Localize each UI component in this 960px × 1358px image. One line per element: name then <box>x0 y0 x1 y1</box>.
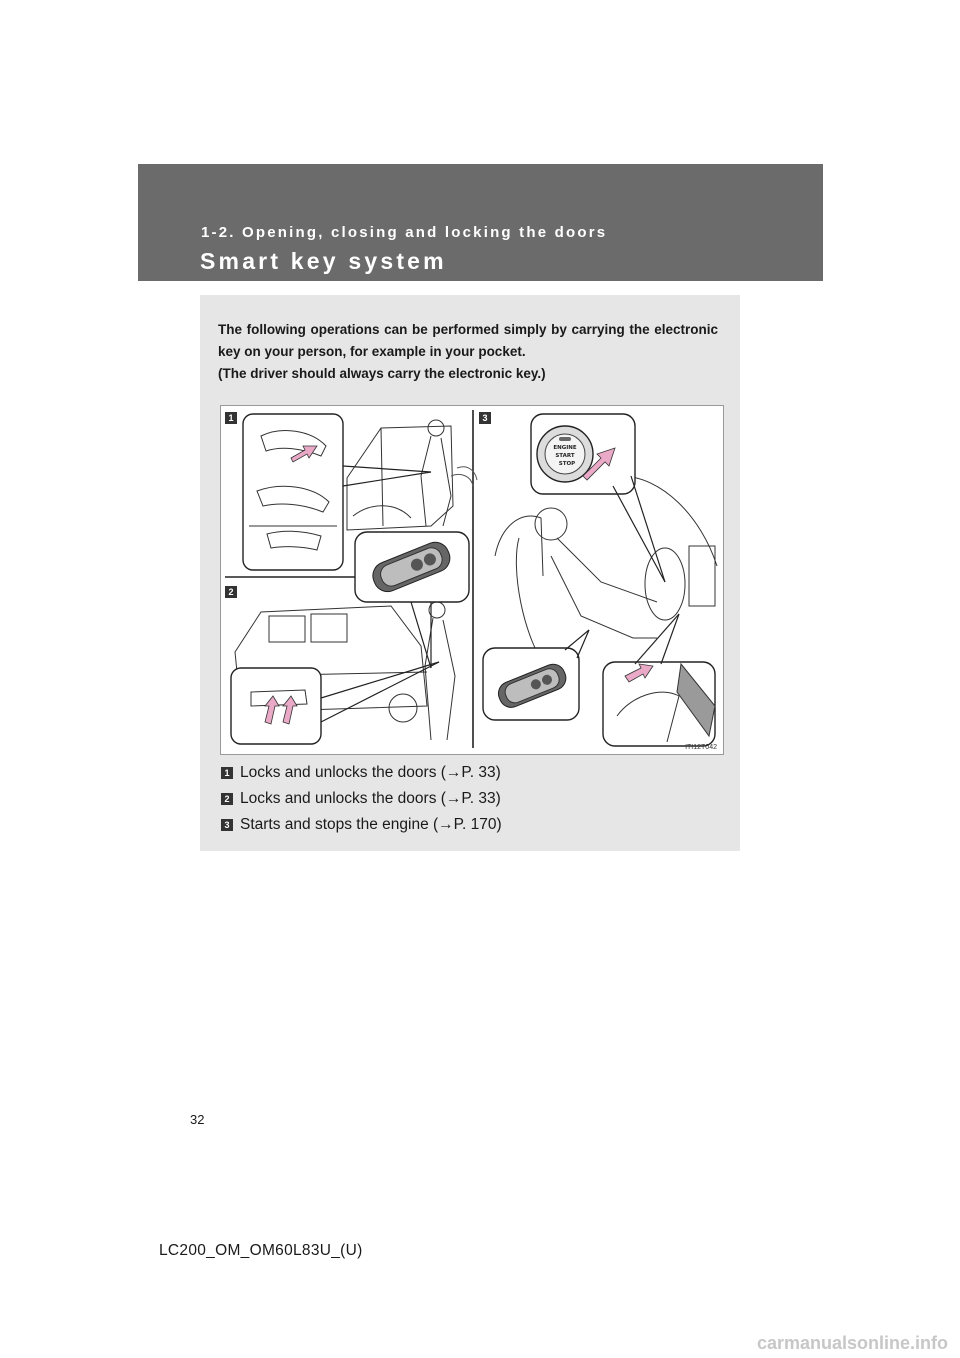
legend <box>221 760 721 838</box>
watermark: carmanualsonline.info <box>756 1333 948 1353</box>
figure-badge-1: 1 <box>225 412 237 424</box>
legend-text: Locks and unlocks the doors (→P. 33) <box>240 790 501 807</box>
section-label: 1-2. Opening, closing and locking the doors <box>201 224 608 241</box>
page-header <box>138 164 823 281</box>
legend-item <box>221 812 721 838</box>
page-title: Smart key system <box>200 248 447 274</box>
legend-item <box>221 760 721 786</box>
figure-code: ITI12T042 <box>685 744 717 751</box>
smart-key-illustration <box>220 405 724 755</box>
intro-text <box>218 319 718 385</box>
engine-button-text-3: STOP <box>558 461 576 467</box>
figure-badge-3: 3 <box>479 412 491 424</box>
engine-button-text-2: START <box>555 453 575 459</box>
page-number: 32 <box>190 1112 205 1127</box>
intro-paragraph: The following operations can be performed simply by carrying the electronic key on your person, for example in your pocket. <box>218 322 718 359</box>
footer-code: LC200_OM_OM60L83U_(U) <box>159 1242 363 1259</box>
intro-note: (The driver should always carry the electronic key.) <box>218 366 546 381</box>
legend-text: Locks and unlocks the doors (→P. 33) <box>240 764 501 781</box>
figure-badge-2: 2 <box>225 586 237 598</box>
legend-text: Starts and stops the engine (→P. 170) <box>240 816 502 833</box>
legend-number: 2 <box>221 793 233 805</box>
engine-button-text-1: ENGINE <box>553 445 577 451</box>
legend-item <box>221 786 721 812</box>
illustration-drawing <box>221 406 723 754</box>
legend-number: 1 <box>221 767 233 779</box>
content-box <box>200 295 740 851</box>
legend-number: 3 <box>221 819 233 831</box>
